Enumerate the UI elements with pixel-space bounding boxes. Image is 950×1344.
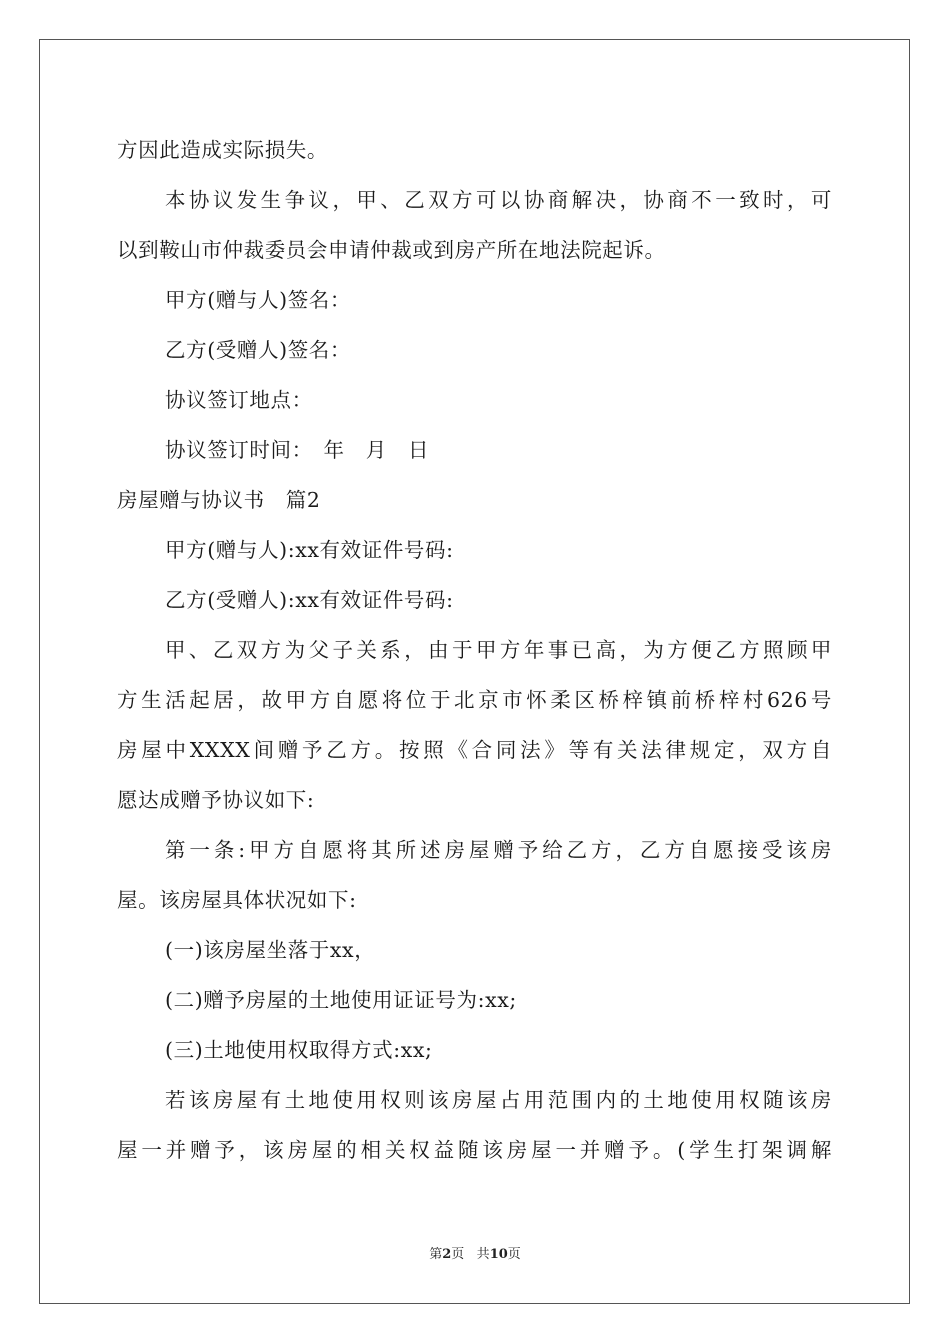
text-line: 方因此造成实际损失。 [117, 138, 328, 162]
total-suffix: 页 [507, 1247, 521, 1262]
signature-line-party-b: 乙方(受赠人)签名： [165, 338, 351, 362]
page-frame [39, 39, 910, 1304]
text-line: 屋一并赠予，该房屋的相关权益随该房屋一并赠予。(学生打架调解 [117, 1138, 832, 1162]
page-current: 2 [442, 1247, 452, 1262]
party-a-line: 甲方(赠与人):xx有效证件号码: [165, 538, 454, 562]
text-line: 愿达成赠予协议如下: [117, 788, 315, 812]
page-prefix: 第 [429, 1247, 443, 1262]
list-item: (一)该房屋坐落于xx， [165, 938, 376, 962]
text-line: 方生活起居，故甲方自愿将位于北京市怀柔区桥梓镇前桥梓村626号 [117, 688, 832, 712]
party-b-line: 乙方(受赠人):xx有效证件号码: [165, 588, 454, 612]
text-line: 以到鞍山市仲裁委员会申请仲裁或到房产所在地法院起诉。 [117, 238, 666, 262]
page-footer [0, 1246, 950, 1264]
list-item: (二)赠予房屋的土地使用证证号为:xx; [165, 988, 517, 1012]
text-line: 甲、乙双方为父子关系，由于甲方年事已高，为方便乙方照顾甲 [165, 638, 832, 662]
list-item: (三)土地使用权取得方式:xx; [165, 1038, 433, 1062]
text-line: 第一条:甲方自愿将其所述房屋赠予给乙方，乙方自愿接受该房 [165, 838, 832, 862]
text-line: 房屋中XXXX间赠予乙方。按照《合同法》等有关法律规定，双方自 [117, 738, 832, 762]
signature-line-party-a: 甲方(赠与人)签名： [165, 288, 351, 312]
signing-place-line: 协议签订地点： [165, 388, 313, 412]
text-line: 若该房屋有土地使用权则该房屋占用范围内的土地使用权随该房 [165, 1088, 832, 1112]
text-line: 屋。该房屋具体状况如下: [117, 888, 357, 912]
page-suffix: 页 [451, 1247, 465, 1262]
signing-date-line: 协议签订时间： 年 月 日 [165, 438, 430, 462]
total-prefix: 共 [476, 1247, 490, 1262]
page-total: 10 [489, 1247, 508, 1262]
text-line: 本协议发生争议，甲、乙双方可以协商解决，协商不一致时，可 [165, 188, 832, 212]
section-heading: 房屋赠与协议书 篇2 [117, 488, 321, 512]
